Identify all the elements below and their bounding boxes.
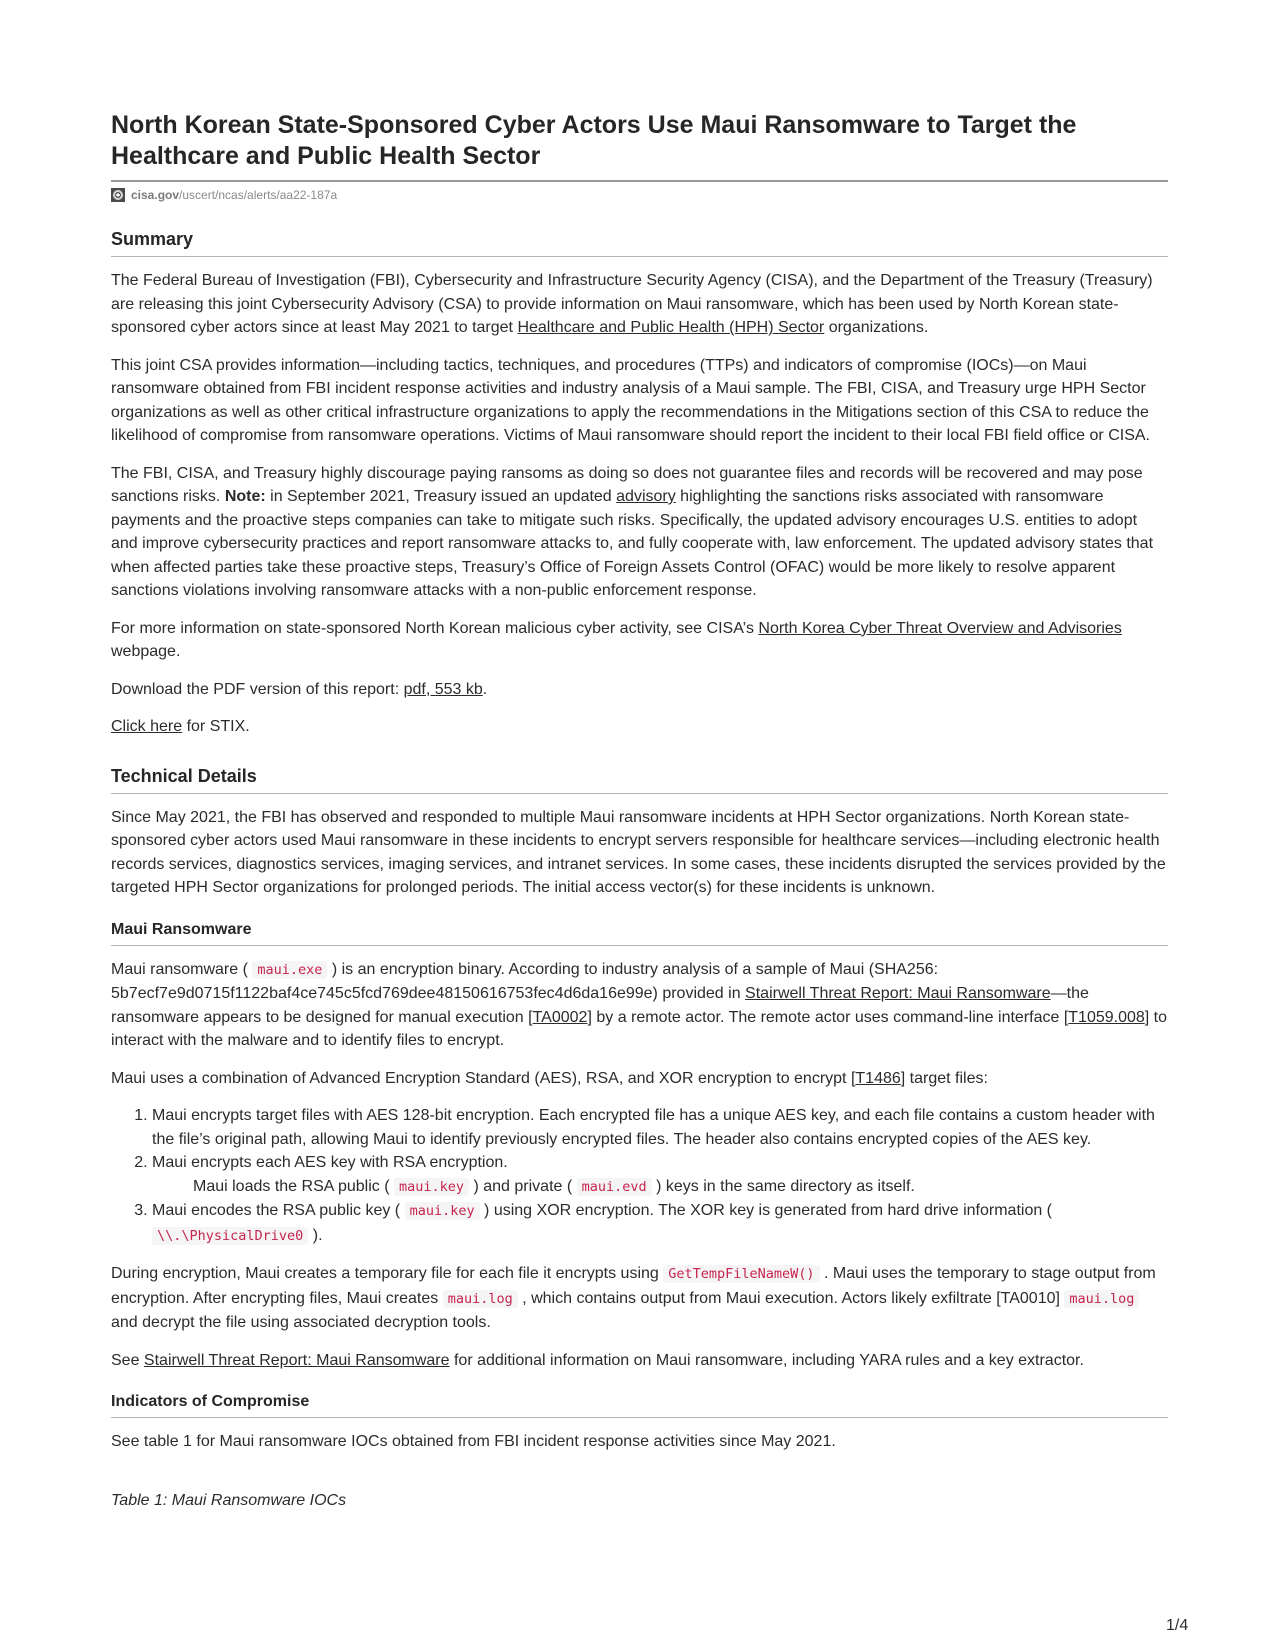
source-path: /uscert/ncas/alerts/aa22-187a	[179, 188, 338, 202]
note-label: Note:	[224, 488, 266, 505]
code-gettempfilenamew: GetTempFileNameW()	[663, 1265, 819, 1283]
summary-paragraph-1: The Federal Bureau of Investigation (FBI), Cybersecurity and Infrastructure Security Agency (CISA), and the Department of the Treasury (Treasury) are releasing this joint Cybersecurity Advisory (CSA) to provide information on Maui ransomware, which has been used by North Korean state-sponsored cyber actors since at least May 2021 to target Healthcare and Public Health (HPH) Sector organizations.	[111, 272, 1153, 336]
list-item: 3. Maui encodes the RSA public key ( maui.key ) using XOR encryption. The XOR key is generated from hard drive information ( \\.\PhysicalDrive0 ).	[152, 1199, 1168, 1248]
technical-paragraph-1: Since May 2021, the FBI has observed and responded to multiple Maui ransomware incidents at HPH Sector organizations. North Korean state-sponsored cyber actors used Maui ransomware in these incidents to encrypt servers responsible for healthcare services—including electronic health records services, diagnostics services, imaging services, and intranet services. In some cases, these incidents disrupted the services provided by the targeted HPH Sector organizations for prolonged periods. The initial access vector(s) for these incidents is unknown.	[111, 808, 1166, 896]
cisa-seal-icon	[111, 188, 125, 202]
summary-paragraph-3: The FBI, CISA, and Treasury highly discourage paying ransoms as doing so does not guarantee files and records will be recovered and may pose sanctions risks. Note: in September 2021, Treasury issued an updated advisory highlighting the sanctions risks associated with ransomware payments and the proactive steps companies can take to mitigate such risks. Specifically, the updated advisory encourages U.S. entities to adopt and improve cybersecurity practices and report ransomware attacks to, and fully cooperate with, law enforcement. The updated advisory states that when affected parties take these proactive steps, Treasury’s Office of Foreign Assets Control (OFAC) would be more likely to resolve apparent sanctions violations involving ransomware attacks with a non-public enforcement response.	[111, 464, 1154, 599]
pdf-download-link[interactable]: pdf, 553 kb	[403, 680, 483, 698]
code-maui-evd: maui.evd	[577, 1178, 652, 1196]
source-line	[111, 188, 1168, 202]
code-maui-log: maui.log	[1064, 1290, 1139, 1308]
table-caption: Table 1: Maui Ransomware IOCs	[111, 1491, 347, 1509]
maui-paragraph-2: Maui uses a combination of Advanced Encryption Standard (AES), RSA, and XOR encryption to encrypt [T1486] target files:	[111, 1069, 988, 1087]
code-maui-key: maui.key	[405, 1202, 480, 1220]
encryption-steps-list	[111, 1104, 1168, 1248]
summary-paragraph-4: For more information on state-sponsored North Korean malicious cyber activity, see CISA’s North Korea Cyber Threat Overview and Advisories webpage.	[111, 619, 1122, 660]
maui-ransomware-heading: Maui Ransomware	[111, 920, 1168, 946]
document-page	[111, 110, 1168, 1510]
summary-heading: Summary	[111, 228, 1168, 257]
code-maui-log: maui.log	[443, 1290, 518, 1308]
hph-sector-link[interactable]: Healthcare and Public Health (HPH) Sector	[517, 319, 825, 336]
iocs-heading: Indicators of Compromise	[111, 1392, 1168, 1418]
iocs-paragraph-1: See table 1 for Maui ransomware IOCs obtained from FBI incident response activities since May 2021.	[111, 1433, 836, 1450]
advisory-link[interactable]: advisory	[616, 488, 676, 505]
page-title: North Korean State-Sponsored Cyber Actors Use Maui Ransomware to Target the Healthcare and Public Health Sector	[111, 110, 1168, 182]
maui-paragraph-4: See Stairwell Threat Report: Maui Ransomware for additional information on Maui ransomware, including YARA rules and a key extractor.	[111, 1351, 1084, 1369]
source-link[interactable]	[131, 188, 337, 202]
summary-paragraph-5: Download the PDF version of this report: pdf, 553 kb.	[111, 680, 488, 698]
code-physical-drive: \\.\PhysicalDrive0	[152, 1227, 308, 1245]
code-maui-key: maui.key	[394, 1178, 469, 1196]
summary-paragraph-2: This joint CSA provides information—including tactics, techniques, and procedures (TTPs) and indicators of compromise (IOCs)—on Maui ransomware obtained from FBI incident response activities and industry analysis of a Maui sample. The FBI, CISA, and Treasury urge HPH Sector organizations as well as other critical infrastructure organizations to apply the recommendations in the Mitigations section of this CSA to reduce the likelihood of compromise from ransomware operations. Victims of Maui ransomware should report the incident to their local FBI field office or CISA.	[111, 356, 1150, 444]
list-subitem: Maui loads the RSA public ( maui.key ) and private ( maui.evd ) keys in the same directory as itself.	[193, 1177, 915, 1195]
t1486-link[interactable]: T1486	[855, 1069, 901, 1087]
maui-paragraph-3: During encryption, Maui creates a temporary file for each file it encrypts using GetTempFileNameW() . Maui uses the temporary to stage output from encryption. After encrypting files, Maui creates maui.log , which contains output from Maui execution. Actors likely exfiltrate [TA0010] maui.log and decrypt the file using associated decryption tools.	[111, 1265, 1156, 1331]
stairwell-report-link[interactable]: Stairwell Threat Report: Maui Ransomware	[745, 985, 1051, 1002]
maui-paragraph-1: Maui ransomware ( maui.exe ) is an encryption binary. According to industry analysis of a sample of Maui (SHA256: 5b7ecf7e9d0715f1122baf4ce745c5fcd769dee48150616753fec4d6da16e99e) provided in Stairwell Threat Report: Maui Ransomware—the ransomware appears to be designed for manual execution [TA0002] by a remote actor. The remote actor uses command-line interface [T1059.008] to interact with the malware and to identify files to encrypt.	[111, 960, 1168, 1049]
source-domain: cisa.gov	[131, 188, 180, 202]
code-maui-exe: maui.exe	[252, 961, 327, 979]
t1059-link[interactable]: T1059.008	[1068, 1008, 1145, 1026]
list-item: 1. Maui encrypts target files with AES 128-bit encryption. Each encrypted file has a unique AES key, and each file contains a custom header with the file’s original path, allowing Maui to identify previously encrypted files. The header also contains encrypted copies of the AES key.	[152, 1104, 1168, 1151]
list-item: 2. Maui encrypts each AES key with RSA encryption. Maui loads the RSA public ( maui.key ) and private ( maui.evd ) keys in the same directory as itself.	[152, 1151, 1168, 1199]
north-korea-overview-link[interactable]: North Korea Cyber Threat Overview and Advisories	[758, 619, 1122, 637]
stix-link[interactable]: Click here	[111, 718, 183, 735]
summary-paragraph-6: Click here for STIX.	[111, 718, 250, 735]
technical-details-heading: Technical Details	[111, 765, 1168, 794]
ta0002-link[interactable]: TA0002	[532, 1008, 588, 1026]
page-number: 1/4	[1166, 1617, 1189, 1634]
stairwell-report-link[interactable]: Stairwell Threat Report: Maui Ransomware	[143, 1351, 450, 1369]
